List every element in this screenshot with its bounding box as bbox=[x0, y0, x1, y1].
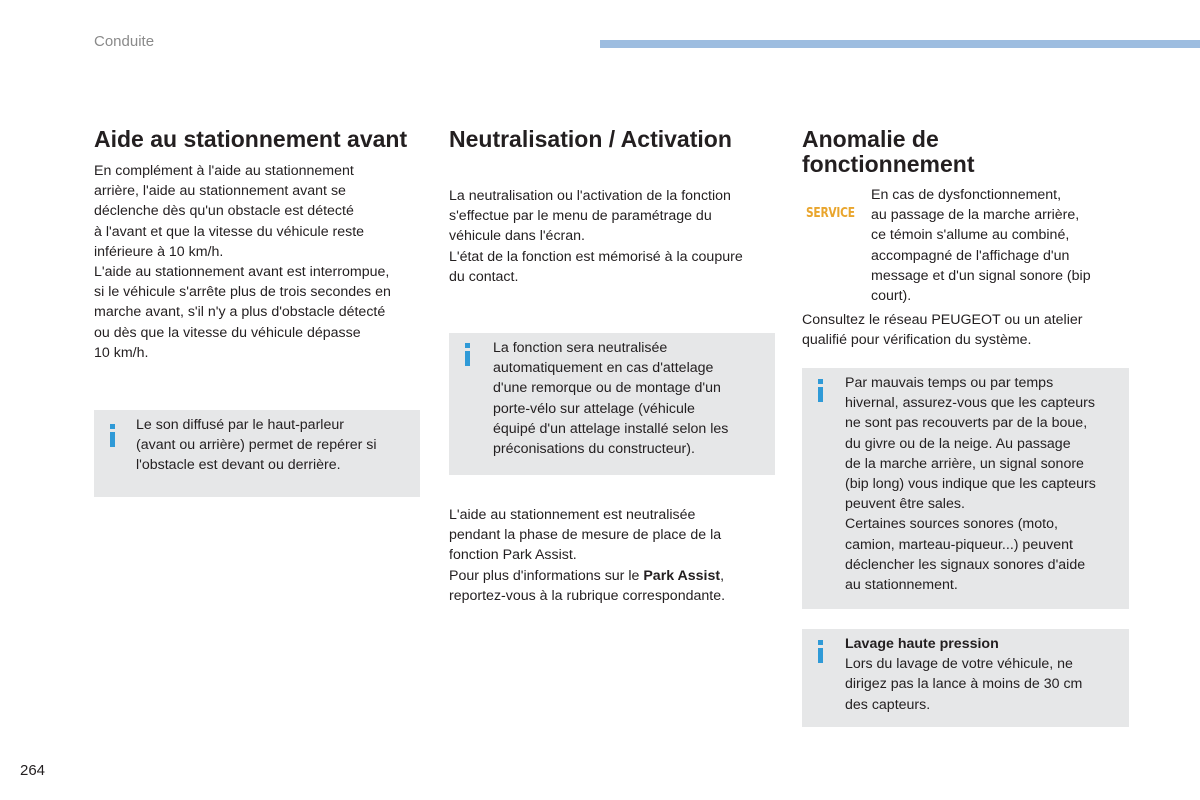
text-line: au passage de la marche arrière, bbox=[871, 207, 1080, 224]
paragraph-service-warning bbox=[871, 185, 1129, 306]
text-line: Lors du lavage de votre véhicule, ne bbox=[845, 656, 1073, 673]
paragraph-park-assist bbox=[449, 505, 775, 606]
paragraph-front-parking-aid bbox=[94, 161, 420, 363]
info-box-towbar bbox=[449, 333, 775, 475]
paragraph-consult-network bbox=[802, 310, 1129, 350]
service-warning-icon: SERVICE bbox=[806, 206, 855, 221]
text-line: Certaines sources sonores (moto, bbox=[845, 516, 1058, 533]
park-assist-bold: Park Assist bbox=[643, 567, 721, 584]
text-line: hivernal, assurez-vous que les capteurs bbox=[845, 395, 1095, 412]
info-box-pressure-wash bbox=[802, 629, 1129, 727]
text-line: camion, marteau-piqueur...) peuvent bbox=[845, 536, 1073, 553]
info-text-towbar bbox=[493, 338, 773, 459]
heading-line: Anomalie de bbox=[802, 126, 939, 152]
text-line: équipé d'un attelage installé selon les bbox=[493, 420, 729, 437]
text-line: Consultez le réseau PEUGEOT ou un atelier bbox=[802, 312, 1083, 328]
column-front-parking-aid bbox=[94, 127, 420, 363]
text-line: des capteurs. bbox=[845, 696, 931, 713]
text-line: au stationnement. bbox=[845, 577, 958, 594]
header-accent-bar bbox=[600, 40, 1200, 48]
text-line: véhicule dans l'écran. bbox=[449, 228, 585, 245]
text-line: court). bbox=[871, 288, 912, 305]
info-icon bbox=[818, 379, 826, 399]
text-line: ou dès que la vitesse du véhicule dépasse bbox=[94, 324, 361, 341]
text-line: L'aide au stationnement est neutralisée bbox=[449, 507, 696, 523]
info-title-pressure-wash: Lavage haute pression bbox=[845, 636, 999, 652]
text-line: En complément à l'aide au stationnement bbox=[94, 163, 354, 179]
text-line: Le son diffusé par le haut-parleur bbox=[136, 417, 344, 433]
info-icon bbox=[110, 424, 118, 444]
text-line: inférieure à 10 km/h. bbox=[94, 243, 224, 260]
info-box-speaker bbox=[94, 410, 420, 497]
text-line: ne sont pas recouverts par de la boue, bbox=[845, 415, 1088, 432]
text-line: reportez-vous à la rubrique correspondante. bbox=[449, 587, 726, 604]
info-box-weather bbox=[802, 368, 1129, 609]
text-line: La fonction sera neutralisée bbox=[493, 340, 668, 356]
text-line: déclencher les signaux sonores d'aide bbox=[845, 556, 1086, 573]
text-line: l'obstacle est devant ou derrière. bbox=[136, 457, 341, 474]
text-line: message et d'un signal sonore (bip bbox=[871, 267, 1091, 284]
heading-malfunction bbox=[802, 127, 1129, 177]
text-line: dirigez pas la lance à moins de 30 cm bbox=[845, 676, 1083, 693]
text-line: peuvent être sales. bbox=[845, 496, 965, 513]
text-line: Par mauvais temps ou par temps bbox=[845, 375, 1054, 391]
text-line: du contact. bbox=[449, 268, 519, 285]
info-icon bbox=[465, 343, 473, 363]
column-neutralisation bbox=[449, 127, 775, 287]
text-line: (bip long) vous indique que les capteurs bbox=[845, 476, 1096, 493]
page-number: 264 bbox=[20, 762, 46, 779]
text-line: qualifié pour vérification du système. bbox=[802, 332, 1032, 349]
text-line: accompagné de l'affichage d'un bbox=[871, 247, 1070, 264]
info-text-pressure-wash bbox=[845, 634, 1127, 715]
section-label: Conduite bbox=[94, 33, 155, 50]
text-line: Pour plus d'informations sur le bbox=[449, 567, 644, 584]
heading-line: fonctionnement bbox=[802, 151, 975, 177]
text-line: fonction Park Assist. bbox=[449, 547, 577, 564]
text-line: pendant la phase de mesure de place de la bbox=[449, 527, 722, 544]
text-line: (avant ou arrière) permet de repérer si bbox=[136, 437, 377, 454]
heading-front-parking-aid: Aide au stationnement avant bbox=[94, 126, 408, 152]
text-line: arrière, l'aide au stationnement avant se bbox=[94, 183, 346, 200]
text-line: préconisations du constructeur). bbox=[493, 441, 695, 458]
text-line: automatiquement en cas d'attelage bbox=[493, 360, 714, 377]
text-line: L'aide au stationnement avant est interrompue, bbox=[94, 264, 390, 281]
info-text-speaker bbox=[136, 415, 418, 476]
text-line: déclenche dès qu'un obstacle est détecté bbox=[94, 203, 354, 220]
column-malfunction bbox=[802, 127, 1129, 177]
info-text-weather bbox=[845, 373, 1127, 595]
text-line: En cas de dysfonctionnement, bbox=[871, 187, 1062, 203]
text-line: de la marche arrière, un signal sonore bbox=[845, 455, 1084, 472]
info-icon bbox=[818, 640, 826, 660]
text-line: ce témoin s'allume au combiné, bbox=[871, 227, 1070, 244]
text-line: La neutralisation ou l'activation de la fonction bbox=[449, 188, 731, 204]
text-line: à l'avant et que la vitesse du véhicule reste bbox=[94, 223, 365, 240]
text-line: 10 km/h. bbox=[94, 344, 149, 361]
paragraph-neutralisation bbox=[449, 186, 775, 287]
text-line: porte-vélo sur attelage (véhicule bbox=[493, 400, 695, 417]
heading-neutralisation: Neutralisation / Activation bbox=[449, 126, 732, 152]
text-line: si le véhicule s'arrête plus de trois secondes en bbox=[94, 284, 391, 301]
text-line: , bbox=[720, 567, 725, 584]
text-line: marche avant, s'il n'y a plus d'obstacle détecté bbox=[94, 304, 386, 321]
text-line: L'état de la fonction est mémorisé à la coupure bbox=[449, 248, 743, 265]
text-line: d'une remorque ou de montage d'un bbox=[493, 380, 721, 397]
text-line: s'effectue par le menu de paramétrage du bbox=[449, 208, 712, 225]
text-line: du givre ou de la neige. Au passage bbox=[845, 435, 1071, 452]
